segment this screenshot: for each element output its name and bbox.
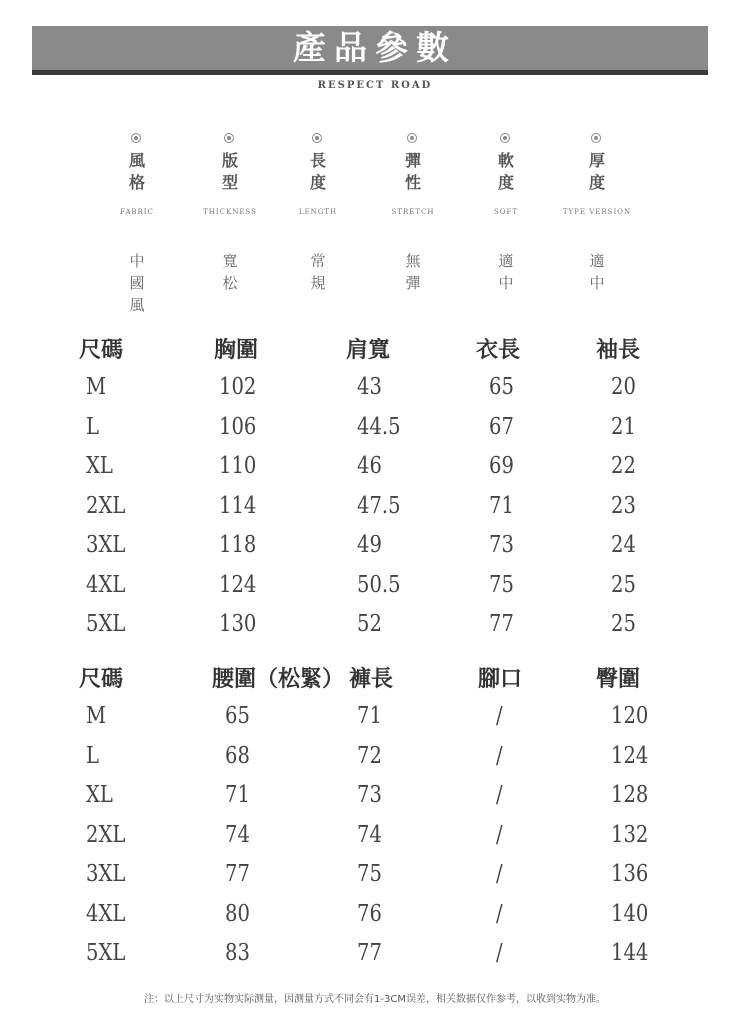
table-cell: 67	[489, 413, 514, 440]
column-header: 臀圍	[596, 666, 641, 692]
table-cell: 22	[611, 453, 636, 479]
attribute-name: 軟 度	[497, 151, 514, 192]
table-cell: 124	[219, 571, 257, 598]
table-cell: 76	[357, 900, 382, 927]
attribute-english-label: TYPE VERSION	[562, 208, 632, 216]
attribute-value: 寬 松	[222, 252, 238, 292]
bullet-icon	[131, 133, 141, 143]
attribute-english-label: SOFT	[493, 208, 519, 216]
table-cell: 136	[611, 861, 649, 887]
attribute-name: 彈 性	[404, 151, 421, 192]
table-cell: 128	[611, 782, 649, 808]
size-label: L	[86, 742, 99, 769]
attribute-english-label: STRETCH	[391, 208, 435, 216]
table-cell: 144	[611, 940, 649, 966]
table-cell: 120	[611, 703, 649, 729]
size-label: 3XL	[86, 532, 126, 558]
table-cell: 114	[219, 492, 257, 519]
table-cell: 72	[357, 742, 382, 769]
size-label: 4XL	[86, 571, 126, 598]
table-cell: 124	[611, 742, 649, 769]
table-cell: 74	[357, 821, 382, 848]
table-cell: 68	[225, 742, 250, 769]
attribute-value: 適 中	[589, 252, 605, 292]
table-cell: 20	[611, 374, 636, 400]
bullet-icon	[224, 133, 234, 143]
attribute-value: 中 國 風	[129, 252, 145, 314]
table-cell: 130	[219, 611, 257, 637]
table-cell: 102	[219, 374, 257, 400]
table-cell: 110	[219, 453, 257, 479]
table-cell: 71	[225, 782, 250, 808]
size-label: 2XL	[86, 492, 126, 519]
table-cell: 47.5	[357, 492, 401, 519]
size-label: M	[86, 703, 107, 729]
column-header: 衣長	[476, 337, 521, 363]
table-cell: 71	[357, 703, 382, 729]
size-label: 5XL	[86, 611, 126, 637]
table-cell: 65	[489, 374, 514, 400]
table-cell: 23	[611, 492, 636, 519]
bullet-icon	[407, 133, 417, 143]
table-cell: 132	[611, 821, 649, 848]
page-subtitle: RESPECT ROAD	[317, 80, 433, 91]
table-cell: /	[496, 742, 503, 769]
table-cell: 24	[611, 532, 636, 558]
table-cell: 52	[357, 611, 382, 637]
size-label: M	[86, 374, 107, 400]
column-header: 肩寬	[346, 337, 391, 363]
size-label: 4XL	[86, 900, 126, 927]
attribute-english-label: THICKNESS	[203, 208, 257, 216]
table-cell: /	[496, 940, 503, 966]
table-cell: 25	[611, 611, 636, 637]
bullet-icon	[500, 133, 510, 143]
table-cell: 49	[357, 532, 382, 558]
table-cell: /	[496, 703, 503, 729]
table-cell: 77	[489, 611, 514, 637]
column-header: 尺碼	[79, 337, 124, 363]
column-header: 袖長	[596, 337, 641, 363]
size-label: XL	[86, 453, 113, 479]
attribute-english-label: FABRIC	[120, 208, 154, 216]
table-cell: /	[496, 861, 503, 887]
size-label: 2XL	[86, 821, 126, 848]
attribute-name: 厚 度	[588, 151, 605, 192]
measurement-note: 注：以上尺寸为实物实际测量，因测量方式不同会有1-3CM误差，相关数据仅作参考，以收到实物为准。	[144, 994, 606, 1005]
column-header: 褲長	[349, 666, 394, 692]
table-cell: 43	[357, 374, 382, 400]
table-cell: 83	[225, 940, 250, 966]
attribute-english-label: LENGTH	[298, 208, 338, 216]
table-cell: 73	[489, 532, 514, 558]
table-cell: 77	[357, 940, 382, 966]
size-label: 3XL	[86, 861, 126, 887]
table-cell: 73	[357, 782, 382, 808]
size-label: L	[86, 413, 99, 440]
table-cell: 44.5	[357, 413, 401, 440]
table-cell: 118	[219, 532, 257, 558]
attribute-name: 風 格	[128, 151, 145, 192]
attribute-name: 長 度	[309, 151, 326, 192]
table-cell: /	[496, 900, 503, 927]
table-cell: 106	[219, 413, 257, 440]
page-title: 產品參數	[293, 28, 457, 67]
table-cell: 21	[611, 413, 636, 440]
bullet-icon	[312, 133, 322, 143]
column-header: 腰圍（松緊）	[212, 666, 345, 692]
attribute-value: 無 彈	[405, 252, 421, 292]
table-cell: 71	[489, 492, 514, 519]
column-header: 胸圍	[214, 337, 259, 363]
size-label: 5XL	[86, 940, 126, 966]
attribute-name: 版 型	[221, 151, 238, 192]
table-cell: 75	[489, 571, 514, 598]
size-label: XL	[86, 782, 113, 808]
table-cell: /	[496, 782, 503, 808]
table-cell: 140	[611, 900, 649, 927]
attribute-value: 適 中	[498, 252, 514, 292]
table-cell: /	[496, 821, 503, 848]
table-cell: 77	[225, 861, 250, 887]
table-cell: 46	[357, 453, 382, 479]
bullet-icon	[591, 133, 601, 143]
column-header: 尺碼	[79, 666, 124, 692]
column-header: 腳口	[478, 666, 523, 692]
table-cell: 80	[225, 900, 250, 927]
table-cell: 25	[611, 571, 636, 598]
table-cell: 74	[225, 821, 250, 848]
table-cell: 75	[357, 861, 382, 887]
table-cell: 50.5	[357, 571, 401, 598]
attribute-value: 常 規	[310, 252, 326, 292]
table-cell: 69	[489, 453, 514, 479]
table-cell: 65	[225, 703, 250, 729]
